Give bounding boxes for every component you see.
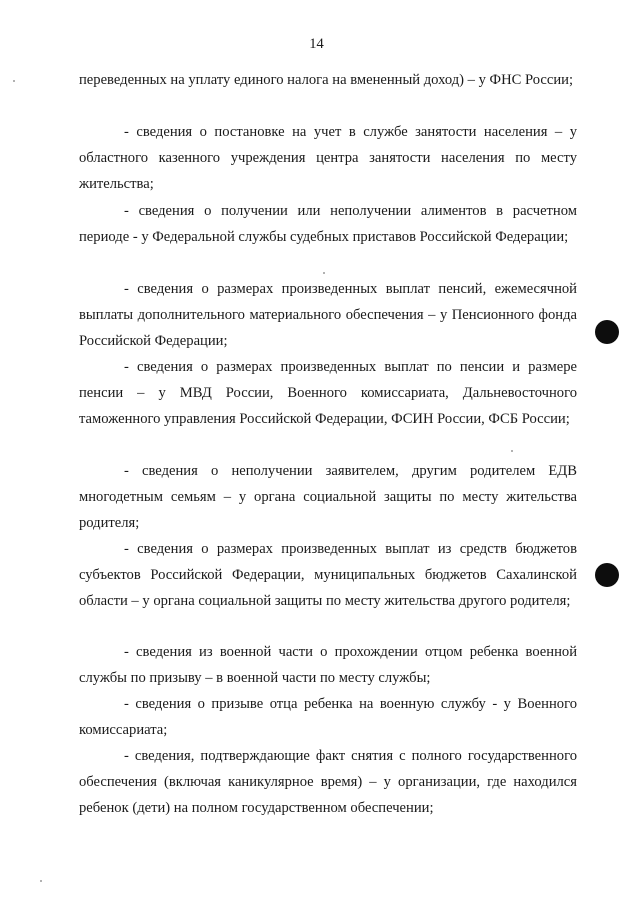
scan-speck xyxy=(13,80,15,82)
scan-speck xyxy=(323,272,325,274)
paragraph-9: - сведения о призыве отца ребенка на военную службу - у Военного комиссариата; xyxy=(79,696,577,738)
scan-speck xyxy=(40,880,42,882)
paragraph-6: - сведения о неполучении заявителем, другим родителем ЕДВ многодетным семьям – у органа социальной защиты по месту жительства родителя; xyxy=(79,463,577,531)
paragraph-4: - сведения о размерах произведенных выплат пенсий, ежемесячной выплаты дополнительного материального обеспечения – у Пенсионного фонда Российской Федерации; xyxy=(79,281,577,349)
paragraph-7: - сведения о размерах произведенных выплат из средств бюджетов субъектов Российской Федерации, муниципальных бюджетов Сахалинской области – у органа социальной защиты по месту жительства другого родителя; xyxy=(79,541,577,609)
paragraph-1: переведенных на уплату единого налога на вмененный доход) – у ФНС России; xyxy=(79,72,574,88)
paragraph-2: - сведения о постановке на учет в службе занятости населения – у областного казенного учреждения центра занятости населения по месту жительства; xyxy=(79,124,577,192)
paragraph-5: - сведения о размерах произведенных выплат по пенсии и размере пенсии – у МВД России, Военного комиссариата, Дальневосточного таможенного управления Российской Федерации, ФСИН России, ФСБ России; xyxy=(79,359,577,427)
page-number: 14 xyxy=(309,36,324,52)
scan-speck xyxy=(511,450,513,452)
paragraph-3: - сведения о получении или неполучении алиментов в расчетном периоде - у Федеральной службы судебных приставов Российской Федерации; xyxy=(79,203,577,245)
paragraph-8: - сведения из военной части о прохождении отцом ребенка военной службы по призыву – в военной части по месту службы; xyxy=(79,644,577,686)
paragraph-10: - сведения, подтверждающие факт снятия с полного государственного обеспечения (включая каникулярное время) – у организации, где находился ребенок (дети) на полном государственном обеспечении; xyxy=(79,748,577,816)
punch-hole-upper xyxy=(595,320,619,344)
punch-hole-lower xyxy=(595,563,619,587)
